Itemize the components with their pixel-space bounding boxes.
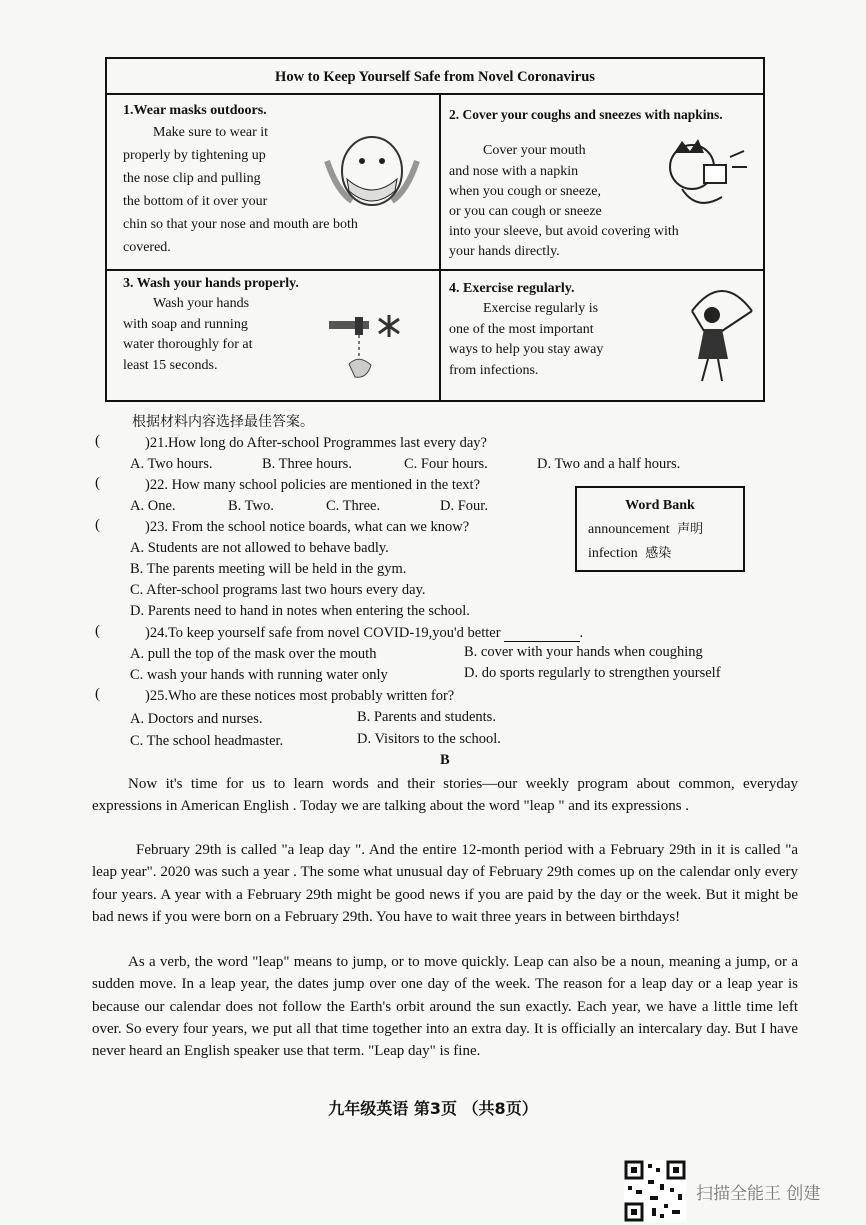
answer-blank-paren: ( xyxy=(95,517,100,533)
tip-line: and nose with a napkin xyxy=(449,164,579,179)
tip-line: properly by tightening up xyxy=(123,148,266,163)
option: A. Two hours. xyxy=(130,456,213,472)
option: C. Four hours. xyxy=(404,456,488,472)
option: C. The school headmaster. xyxy=(130,733,284,749)
option: D. Four. xyxy=(440,498,488,514)
mask-illustration xyxy=(317,131,427,211)
question-stem-text: )24.To keep yourself safe from novel COVID-19,you'd better xyxy=(145,625,501,641)
passage-paragraph: February 29th is called "a leap day ". And the entire 12-month period with a February 29th in it is called "a leap year". 2020 was such a year . The some what unusual day of February 29th comes up on the calendar only every four years. A year with a February 29th might be good news if you are paid by the day or the week. But it might be bad news if you were born on a February 29th. You have to wait three years in between birthdays! xyxy=(92,842,798,925)
tip-line: with soap and running xyxy=(123,316,248,332)
tip-line: or you can cough or sneeze xyxy=(449,204,602,219)
tip-line: Wash your hands xyxy=(153,296,250,311)
tip-heading: 1.Wear masks outdoors. xyxy=(123,103,267,118)
option: A. One. xyxy=(130,498,176,514)
passage-paragraph: Now it's time for us to learn words and their stories—our weekly program about common, everyday expressions in American English . Today we are talking about the word "leap " and its expressions . xyxy=(92,776,798,815)
tip-line: ways to help you stay away xyxy=(449,342,604,357)
tip-line: one of the most important xyxy=(449,321,594,337)
word-bank-en: infection xyxy=(588,546,638,561)
answer-blank-paren: ( xyxy=(95,433,100,449)
tip-line: from infections. xyxy=(449,362,539,378)
handwash-illustration xyxy=(319,309,414,389)
tip-line: the nose clip and pulling xyxy=(123,171,261,186)
instruction: 根据材料内容选择最佳答案。 xyxy=(132,414,314,430)
sneeze-illustration xyxy=(652,127,752,217)
answer-blank-paren: ( xyxy=(95,686,100,702)
question-stem-24: )24.To keep yourself safe from novel COVID-19,you'd better . xyxy=(145,625,584,641)
option: D. do sports regularly to strengthen yourself xyxy=(464,665,721,681)
option: D. Parents need to hand in notes when entering the school. xyxy=(130,603,470,619)
word-bank-entry xyxy=(588,518,743,538)
option: C. Three. xyxy=(326,498,381,514)
option: C. After-school programs last two hours every day. xyxy=(130,582,426,598)
option: B. The parents meeting will be held in the gym. xyxy=(130,561,407,577)
tip-heading: 3. Wash your hands properly. xyxy=(123,276,299,291)
option: D. Two and a half hours. xyxy=(537,456,681,472)
option: C. wash your hands with running water only xyxy=(130,667,388,683)
tip-line: when you cough or sneeze, xyxy=(449,184,602,199)
option: A. Doctors and nurses. xyxy=(130,711,263,727)
answer-blank-paren: ( xyxy=(95,475,100,491)
table-divider-horizontal xyxy=(107,269,763,271)
tip-line: chin so that your nose and mouth are both xyxy=(123,217,358,232)
tip-line: Exercise regularly is xyxy=(483,301,599,316)
tip-heading: 2. Cover your coughs and sneezes with napkins. xyxy=(449,107,723,122)
table-divider-vertical xyxy=(439,95,441,400)
tip-line: covered. xyxy=(123,240,171,255)
word-bank-entry xyxy=(588,542,743,562)
safety-tips-table xyxy=(105,57,765,402)
option: B. Two. xyxy=(228,498,274,514)
page-footer: 九年级英语 第3页 （共8页） xyxy=(328,1099,538,1118)
option: B. cover with your hands when coughing xyxy=(464,644,703,660)
section-heading: B xyxy=(440,752,450,768)
option: A. Students are not allowed to behave badly. xyxy=(130,540,389,556)
question-stem-25: )25.Who are these notices most probably written for? xyxy=(145,688,455,704)
tip-line: Cover your mouth xyxy=(483,143,586,158)
tip-line: water thoroughly for at xyxy=(123,337,253,352)
option: A. pull the top of the mask over the mouth xyxy=(130,646,377,662)
option: B. Three hours. xyxy=(262,456,352,472)
tip-line: your hands directly. xyxy=(449,244,560,259)
word-bank-zh: 声明 xyxy=(677,522,704,537)
tip-heading: 4. Exercise regularly. xyxy=(449,281,575,296)
question-stem-21: )21.How long do After-school Programmes last every day? xyxy=(145,435,487,451)
word-bank-title: Word Bank xyxy=(625,498,695,513)
qr-code-icon xyxy=(624,1160,686,1222)
question-stem-22: )22. How many school policies are mentioned in the text? xyxy=(145,477,481,493)
tip-line: the bottom of it over your xyxy=(123,194,268,209)
answer-blank-line xyxy=(504,627,580,642)
tip-line: least 15 seconds. xyxy=(123,357,218,373)
jump-rope-illustration xyxy=(682,281,762,389)
word-bank-box xyxy=(575,486,745,572)
table-title: How to Keep Yourself Safe from Novel Coronavirus xyxy=(107,59,763,95)
word-bank-en: announcement xyxy=(588,522,670,537)
option: B. Parents and students. xyxy=(357,709,496,725)
question-stem-23: )23. From the school notice boards, what can we know? xyxy=(145,519,470,535)
tip-line: Make sure to wear it xyxy=(153,125,269,140)
option: D. Visitors to the school. xyxy=(357,731,501,747)
tip-line: into your sleeve, but avoid covering with xyxy=(449,224,679,239)
scanner-watermark: 扫描全能王 创建 xyxy=(696,1184,821,1204)
word-bank-zh: 感染 xyxy=(645,546,672,561)
passage-paragraph: As a verb, the word "leap" means to jump, or to move quickly. Leap can also be a noun, meaning a jump, or a sudden move. In a leap year, the dates jump over one day of the week. The reason for a leap day or a leap year is because our calendar does not follow the Earth's orbit around the sun exactly. Each year, we have a little time left over. So every four years, we put all that time together into an extra day. It is officially an intercalary day. But I have never heard an English speaker use that term. "Leap day" is fine. xyxy=(92,954,798,1060)
answer-blank-paren: ( xyxy=(95,623,100,639)
